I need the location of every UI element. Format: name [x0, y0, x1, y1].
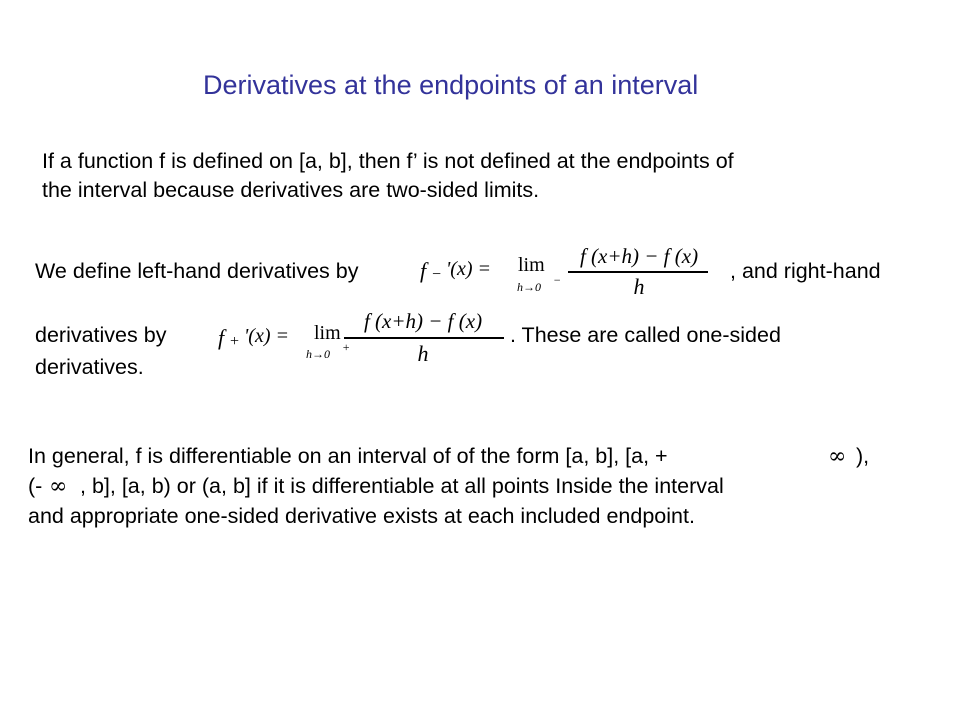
general-line-1a: In general, f is differentiable on an interval of of the form [a, b], [a, + [28, 444, 668, 468]
one-sided-text: . These are called one-sided [510, 323, 781, 347]
right-hand-suffix: , and right-hand [730, 259, 881, 283]
right-formula-denominator: h [417, 341, 429, 366]
right-formula-lim-sub: h→0 [306, 347, 330, 361]
left-formula-fraction-bar [568, 271, 708, 273]
left-formula-lim-sup: − [553, 273, 562, 287]
general-line-2a: (- [28, 474, 43, 498]
right-derivative-formula [218, 305, 508, 367]
left-formula-f: f [420, 258, 427, 283]
slide-title: Derivatives at the endpoints of an interval [203, 70, 699, 100]
infinity-symbol-1: ∞ [828, 444, 847, 469]
left-formula-lim-sub: h→0 [517, 280, 541, 294]
derivatives-by-label: derivatives by [35, 323, 167, 347]
left-formula-lim: lim [518, 254, 545, 276]
right-formula-lim-sup: + [342, 340, 351, 354]
right-formula-f: f [218, 325, 225, 350]
intro-line-2: the interval because derivatives are two-sided limits. [42, 178, 540, 202]
left-derivative-prefix: We define left-hand derivatives by [35, 259, 359, 283]
general-line-3: and appropriate one-sided derivative exists at each included endpoint. [28, 504, 695, 528]
right-formula-lim: lim [314, 322, 341, 344]
right-formula-sign: + [230, 333, 240, 350]
left-derivative-formula [420, 240, 710, 300]
right-formula-fraction-bar [344, 337, 504, 339]
intro-line-1: If a function f is defined on [a, b], then f’ is not defined at the endpoints of [42, 149, 734, 173]
right-formula-prime: '(x) = [244, 325, 289, 347]
left-formula-numerator: f (x+h) − f (x) [579, 244, 699, 268]
left-formula-prime: '(x) = [446, 258, 491, 280]
left-formula-sign: − [432, 266, 442, 283]
infinity-symbol-2: ∞ [49, 474, 68, 499]
general-line-1b: ), [856, 444, 870, 468]
left-formula-denominator: h [633, 274, 645, 299]
general-line-2b: , b], [a, b) or (a, b] if it is differentiable at all points Inside the interval [80, 474, 724, 498]
derivatives-end-label: derivatives. [35, 355, 144, 379]
right-formula-numerator: f (x+h) − f (x) [363, 309, 483, 333]
